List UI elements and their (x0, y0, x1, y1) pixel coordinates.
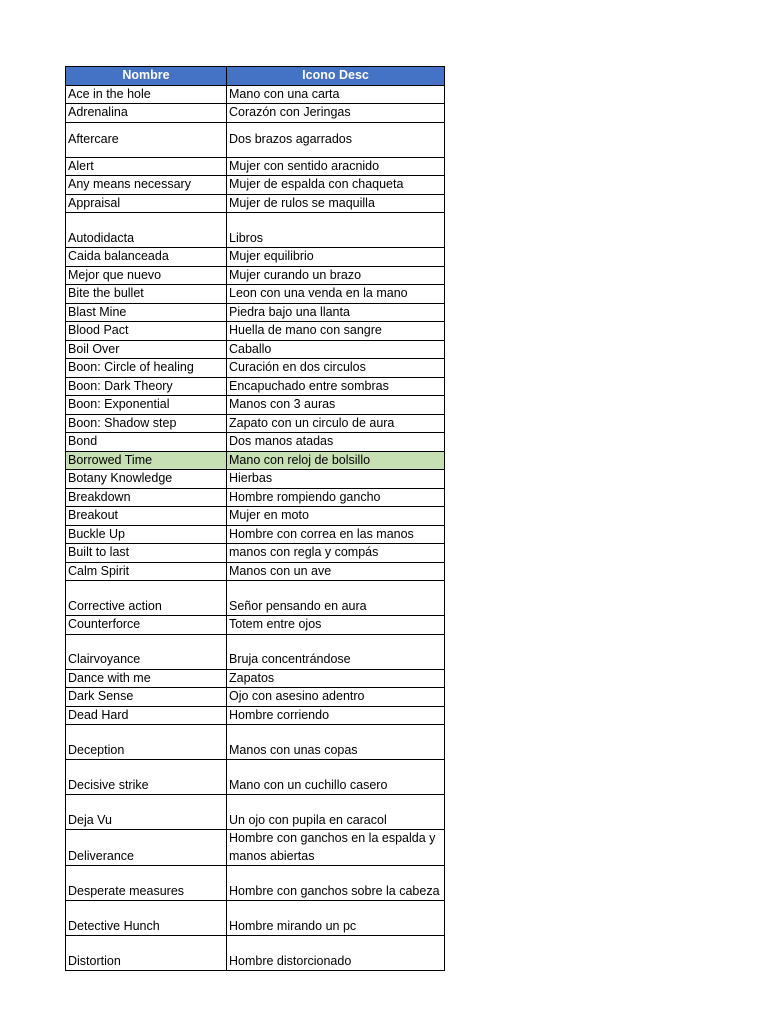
cell-nombre[interactable]: Breakout (66, 507, 227, 526)
table-row (66, 85, 445, 104)
cell-icono-desc[interactable]: Totem entre ojos (227, 616, 445, 635)
cell-icono-desc[interactable]: Libros (227, 213, 445, 248)
cell-nombre[interactable]: Aftercare (66, 122, 227, 157)
cell-icono-desc[interactable]: Mano con una carta (227, 85, 445, 104)
cell-icono-desc[interactable]: Zapatos (227, 669, 445, 688)
cell-nombre[interactable]: Borrowed Time (66, 451, 227, 470)
table-row (66, 433, 445, 452)
table-row (66, 795, 445, 830)
cell-icono-desc[interactable]: Hombre rompiendo gancho (227, 488, 445, 507)
cell-nombre[interactable]: Boon: Shadow step (66, 414, 227, 433)
cell-icono-desc[interactable]: Hombre distorcionado (227, 936, 445, 971)
table-row (66, 581, 445, 616)
cell-nombre[interactable]: Mejor que nuevo (66, 266, 227, 285)
table-row (66, 322, 445, 341)
table-row (66, 266, 445, 285)
cell-nombre[interactable]: Deja Vu (66, 795, 227, 830)
header-row (66, 67, 445, 86)
table-row (66, 725, 445, 760)
table-row (66, 340, 445, 359)
cell-nombre[interactable]: Adrenalina (66, 104, 227, 123)
cell-icono-desc[interactable]: Mujer equilibrio (227, 248, 445, 267)
table-row (66, 507, 445, 526)
cell-icono-desc[interactable]: Manos con un ave (227, 562, 445, 581)
table-row (66, 157, 445, 176)
cell-icono-desc[interactable]: Bruja concentrándose (227, 634, 445, 669)
cell-nombre[interactable]: Blood Pact (66, 322, 227, 341)
cell-icono-desc[interactable]: Mano con reloj de bolsillo (227, 451, 445, 470)
cell-nombre[interactable]: Detective Hunch (66, 901, 227, 936)
cell-nombre[interactable]: Decisive strike (66, 760, 227, 795)
cell-icono-desc[interactable]: Curación en dos circulos (227, 359, 445, 378)
cell-nombre[interactable]: Bite the bullet (66, 285, 227, 304)
cell-nombre[interactable]: Any means necessary (66, 176, 227, 195)
cell-nombre[interactable]: Desperate measures (66, 866, 227, 901)
cell-icono-desc[interactable]: Hombre mirando un pc (227, 901, 445, 936)
table-row (66, 470, 445, 489)
header-icono-desc[interactable]: Icono Desc (227, 67, 445, 86)
table-row (66, 176, 445, 195)
table-row (66, 303, 445, 322)
cell-icono-desc[interactable]: Encapuchado entre sombras (227, 377, 445, 396)
cell-icono-desc[interactable]: Hombre corriendo (227, 706, 445, 725)
cell-nombre[interactable]: Caida balanceada (66, 248, 227, 267)
table-row (66, 866, 445, 901)
cell-nombre[interactable]: Deception (66, 725, 227, 760)
table-row (66, 213, 445, 248)
table-row (66, 396, 445, 415)
table-row (66, 194, 445, 213)
cell-nombre[interactable]: Buckle Up (66, 525, 227, 544)
cell-icono-desc[interactable]: Mujer de espalda con chaqueta (227, 176, 445, 195)
cell-nombre[interactable]: Alert (66, 157, 227, 176)
cell-icono-desc[interactable]: Hierbas (227, 470, 445, 489)
cell-nombre[interactable]: Breakdown (66, 488, 227, 507)
cell-icono-desc[interactable]: Mano con un cuchillo casero (227, 760, 445, 795)
cell-nombre[interactable]: Deliverance (66, 830, 227, 866)
cell-icono-desc[interactable]: Mujer en moto (227, 507, 445, 526)
table-row (66, 414, 445, 433)
table-row (66, 669, 445, 688)
cell-nombre[interactable]: Counterforce (66, 616, 227, 635)
cell-icono-desc[interactable]: Corazón con Jeringas (227, 104, 445, 123)
table-row (66, 544, 445, 563)
table-row (66, 706, 445, 725)
cell-nombre[interactable]: Calm Spirit (66, 562, 227, 581)
cell-icono-desc[interactable]: Manos con 3 auras (227, 396, 445, 415)
cell-nombre[interactable]: Boon: Dark Theory (66, 377, 227, 396)
cell-icono-desc[interactable]: Un ojo con pupila en caracol (227, 795, 445, 830)
table-row (66, 634, 445, 669)
table-row (66, 104, 445, 123)
cell-nombre[interactable]: Boil Over (66, 340, 227, 359)
cell-nombre[interactable]: Boon: Circle of healing (66, 359, 227, 378)
cell-icono-desc[interactable]: Piedra bajo una llanta (227, 303, 445, 322)
cell-icono-desc[interactable]: Leon con una venda en la mano (227, 285, 445, 304)
table-row (66, 760, 445, 795)
table-row (66, 248, 445, 267)
cell-nombre[interactable]: Blast Mine (66, 303, 227, 322)
table-row (66, 936, 445, 971)
cell-icono-desc[interactable]: Caballo (227, 340, 445, 359)
cell-icono-desc[interactable]: Hombre con ganchos en la espalda y manos abiertas (227, 830, 445, 866)
cell-icono-desc[interactable]: Mujer curando un brazo (227, 266, 445, 285)
cell-nombre[interactable]: Dead Hard (66, 706, 227, 725)
cell-nombre[interactable]: Clairvoyance (66, 634, 227, 669)
table-row (66, 377, 445, 396)
cell-nombre[interactable]: Built to last (66, 544, 227, 563)
cell-nombre[interactable]: Autodidacta (66, 213, 227, 248)
cell-nombre[interactable]: Bond (66, 433, 227, 452)
cell-icono-desc[interactable]: Ojo con asesino adentro (227, 688, 445, 707)
table-row (66, 488, 445, 507)
cell-icono-desc[interactable]: Mujer de rulos se maquilla (227, 194, 445, 213)
table-row (66, 562, 445, 581)
cell-icono-desc[interactable]: Señor pensando en aura (227, 581, 445, 616)
header-nombre[interactable]: Nombre (66, 67, 227, 86)
cell-icono-desc[interactable]: Dos manos atadas (227, 433, 445, 452)
cell-nombre[interactable]: Ace in the hole (66, 85, 227, 104)
perk-table (65, 66, 445, 971)
cell-icono-desc[interactable]: Manos con unas copas (227, 725, 445, 760)
cell-icono-desc[interactable]: manos con regla y compás (227, 544, 445, 563)
table-row (66, 525, 445, 544)
cell-icono-desc[interactable]: Huella de mano con sangre (227, 322, 445, 341)
table-row (66, 830, 445, 866)
cell-nombre[interactable]: Dark Sense (66, 688, 227, 707)
table-row (66, 688, 445, 707)
table-row (66, 451, 445, 470)
table-row (66, 122, 445, 157)
table-row (66, 285, 445, 304)
cell-nombre[interactable]: Dance with me (66, 669, 227, 688)
cell-nombre[interactable]: Distortion (66, 936, 227, 971)
cell-icono-desc[interactable]: Hombre con correa en las manos (227, 525, 445, 544)
cell-nombre[interactable]: Appraisal (66, 194, 227, 213)
table-row (66, 901, 445, 936)
cell-nombre[interactable]: Botany Knowledge (66, 470, 227, 489)
table-row (66, 359, 445, 378)
cell-nombre[interactable]: Corrective action (66, 581, 227, 616)
table-row (66, 616, 445, 635)
cell-nombre[interactable]: Boon: Exponential (66, 396, 227, 415)
cell-icono-desc[interactable]: Zapato con un circulo de aura (227, 414, 445, 433)
cell-icono-desc[interactable]: Mujer con sentido aracnido (227, 157, 445, 176)
cell-icono-desc[interactable]: Hombre con ganchos sobre la cabeza (227, 866, 445, 901)
table-body (66, 85, 445, 971)
cell-icono-desc[interactable]: Dos brazos agarrados (227, 122, 445, 157)
